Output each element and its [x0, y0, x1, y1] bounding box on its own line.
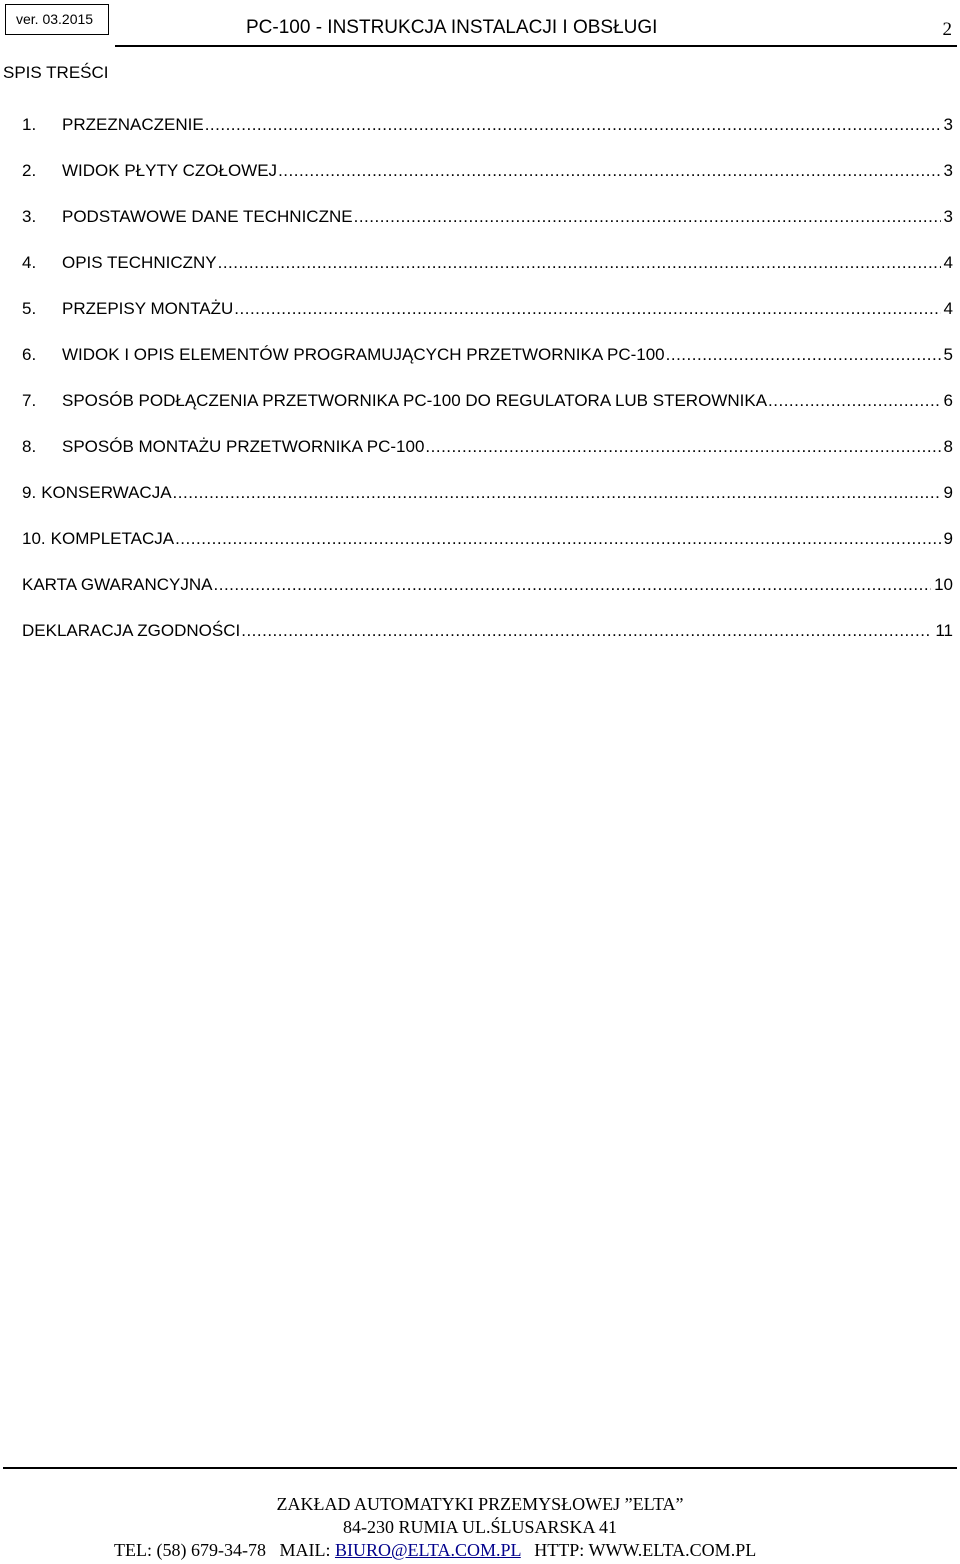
toc-entry-title: KOMPLETACJA	[50, 529, 175, 548]
toc-dot-leader	[768, 390, 941, 412]
footer-mail-label: MAIL:	[279, 1540, 331, 1560]
document-title: PC-100 - INSTRUKCJA INSTALACJI I OBSŁUGI	[246, 17, 658, 38]
toc-entry-page: 3	[943, 207, 953, 226]
toc-entry-page: 10	[934, 575, 953, 594]
toc-entry-page: 9	[943, 529, 953, 548]
toc-entry-page: 5	[943, 345, 953, 364]
toc-entry-number: 5.	[22, 299, 37, 318]
toc-entry-number: 7.	[22, 391, 37, 410]
toc-entry-page: 6	[943, 391, 953, 410]
toc-entry-title: PRZEZNACZENIE	[62, 115, 204, 134]
page-number: 2	[942, 19, 952, 40]
toc-entry-title: DEKLARACJA ZGODNOŚCI	[22, 621, 241, 640]
toc-entry-podlaczenie[interactable]	[22, 390, 953, 436]
footer-website[interactable]: HTTP: WWW.ELTA.COM.PL	[534, 1540, 757, 1560]
toc-entry-title: WIDOK I OPIS ELEMENTÓW PROGRAMUJĄCYCH PRZETWORNIKA PC-100	[62, 345, 665, 364]
toc-entry-page: 9	[943, 483, 953, 502]
toc-dot-leader	[666, 344, 941, 366]
toc-dot-leader	[175, 528, 940, 550]
footer-divider	[3, 1467, 957, 1469]
toc-entry-number: 8.	[22, 437, 37, 456]
toc-entry-number: 9.	[22, 483, 37, 502]
toc-entry-karta-gwarancyjna[interactable]	[22, 574, 953, 620]
toc-entry-widok-plyty[interactable]	[22, 160, 953, 206]
toc-entry-number: 4.	[22, 253, 37, 272]
footer-phone: TEL: (58) 679-34-78	[114, 1540, 266, 1560]
toc-entry-przepisy-montazu[interactable]	[22, 298, 953, 344]
toc-dot-leader	[354, 206, 941, 228]
toc-entry-title: WIDOK PŁYTY CZOŁOWEJ	[62, 161, 278, 180]
toc-entry-page: 8	[943, 437, 953, 456]
footer-address: 84-230 RUMIA UL.ŚLUSARSKA 41	[342, 1517, 618, 1537]
toc-dot-leader	[425, 436, 940, 458]
toc-dot-leader	[173, 482, 941, 504]
toc-dot-leader	[278, 160, 940, 182]
header-divider	[115, 45, 957, 47]
toc-entry-konserwacja[interactable]	[22, 482, 953, 528]
toc-entry-title: PRZEPISY MONTAŻU	[62, 299, 234, 318]
toc-dot-leader	[234, 298, 940, 320]
toc-heading: SPIS TREŚCI	[3, 63, 109, 82]
toc-dot-leader	[241, 620, 932, 642]
toc-entry-page: 3	[943, 115, 953, 134]
toc-entry-title: KARTA GWARANCYJNA	[22, 575, 213, 594]
toc-entry-number: 6.	[22, 345, 37, 364]
toc-entry-title: KONSERWACJA	[41, 483, 172, 502]
toc-entry-title: OPIS TECHNICZNY	[62, 253, 217, 272]
toc-entry-number: 10.	[22, 529, 46, 548]
toc-entry-title: SPOSÓB MONTAŻU PRZETWORNIKA PC-100	[62, 437, 425, 456]
toc-dot-leader	[218, 252, 941, 274]
toc-entry-page: 11	[935, 621, 953, 640]
toc-entry-number: 2.	[22, 161, 37, 180]
footer-email-link[interactable]: BIURO@ELTA.COM.PL	[334, 1540, 521, 1560]
toc-entry-page: 4	[943, 253, 953, 272]
toc-entry-przeznaczenie[interactable]	[22, 114, 953, 160]
toc-entry-number: 1.	[22, 115, 37, 134]
toc-entry-page: 3	[943, 161, 953, 180]
toc-entry-title: SPOSÓB PODŁĄCZENIA PRZETWORNIKA PC-100 DO REGULATORA LUB STEROWNIKA	[62, 391, 768, 410]
footer-contact	[114, 1539, 756, 1561]
toc-entry-kompletacja[interactable]	[22, 528, 953, 574]
toc-entry-page: 4	[943, 299, 953, 318]
footer-company: ZAKŁAD AUTOMATYKI PRZEMYSŁOWEJ ”ELTA”	[276, 1494, 684, 1514]
table-of-contents	[22, 114, 953, 666]
toc-entry-opis-techniczny[interactable]	[22, 252, 953, 298]
toc-entry-dane-techniczne[interactable]	[22, 206, 953, 252]
toc-dot-leader	[205, 114, 941, 136]
toc-entry-deklaracja-zgodnosci[interactable]	[22, 620, 953, 666]
toc-entry-title: PODSTAWOWE DANE TECHNICZNE	[62, 207, 353, 226]
toc-entry-elementy-programujace[interactable]	[22, 344, 953, 390]
toc-dot-leader	[214, 574, 932, 596]
toc-entry-number: 3.	[22, 207, 37, 226]
version-label: ver. 03.2015	[5, 4, 109, 35]
toc-entry-montaz-przetwornika[interactable]	[22, 436, 953, 482]
